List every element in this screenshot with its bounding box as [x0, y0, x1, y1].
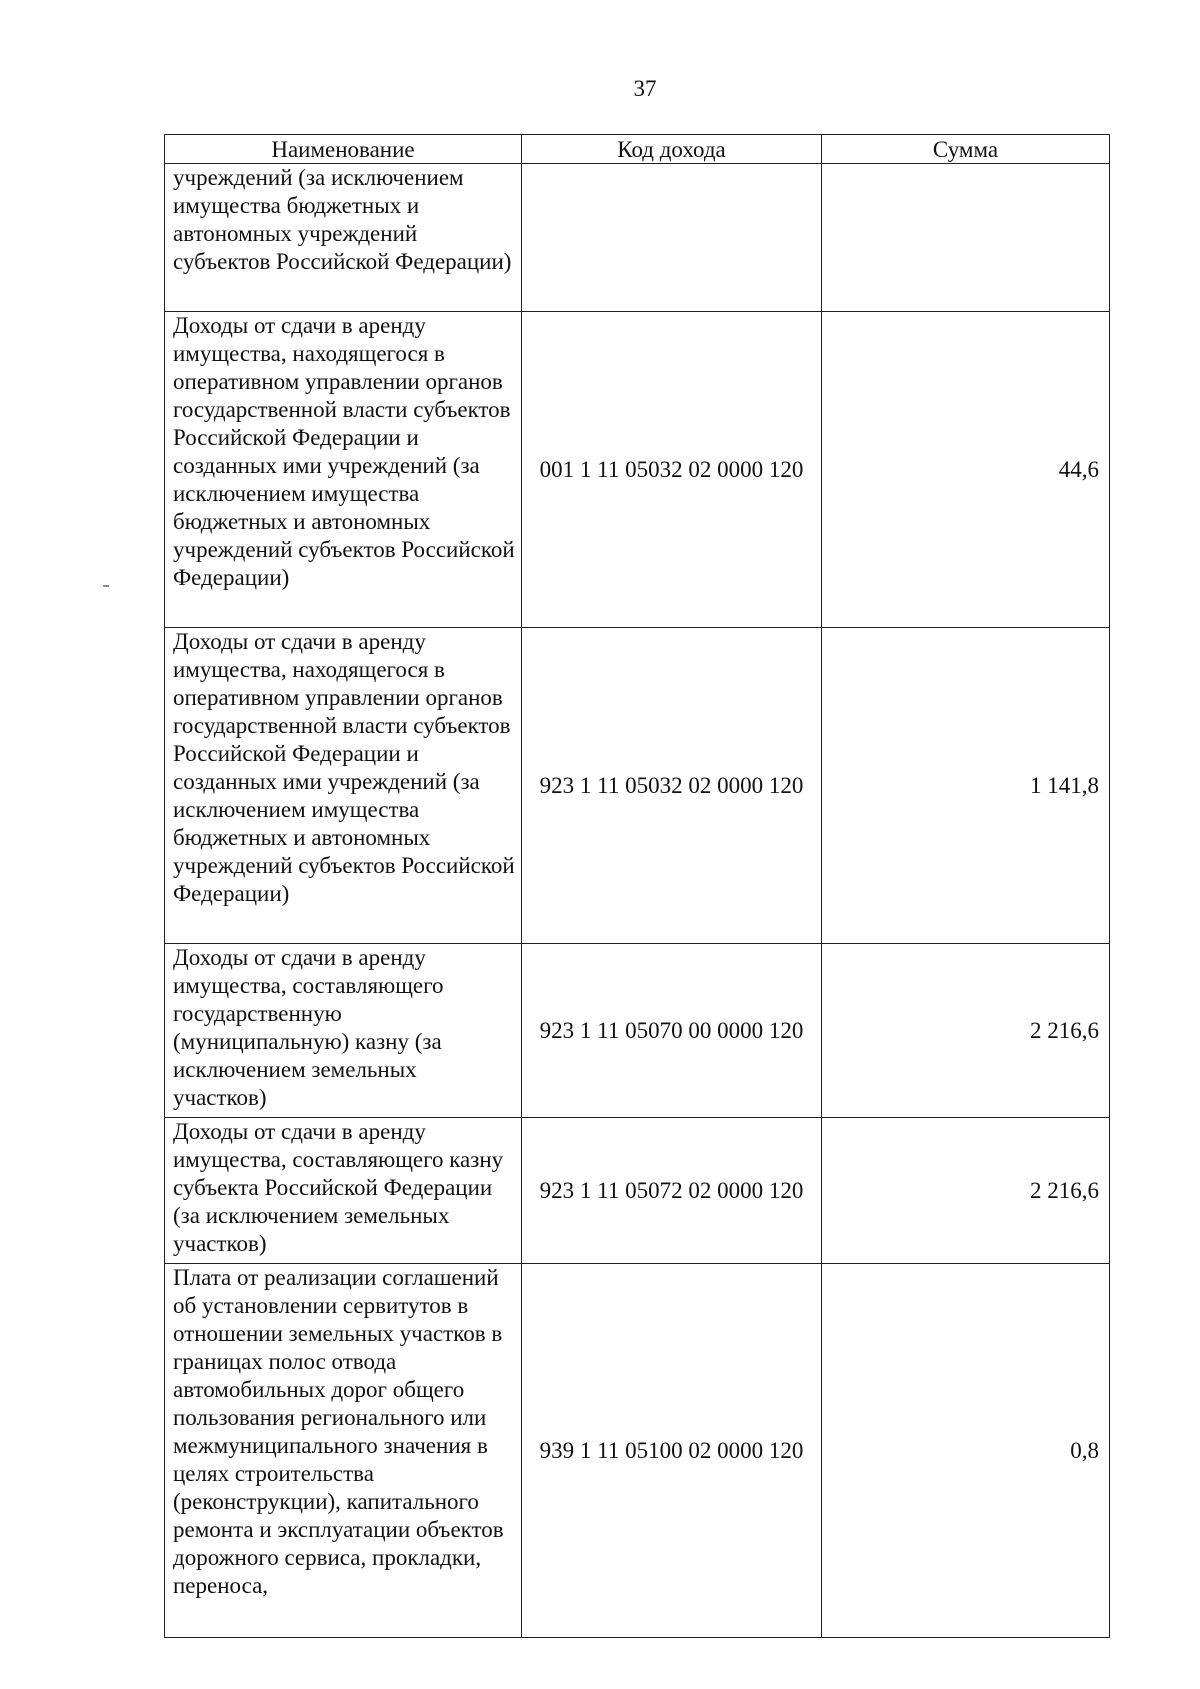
row-code [522, 164, 822, 312]
scan-mark [103, 585, 109, 587]
row-name: Доходы от сдачи в аренду имущества, находящегося в оперативном управлении органов государственной власти субъектов Российской Федерации и созданных ими учреждений (за исключением имущества бюджетных и автономных учреждений субъектов Российской Федерации) [165, 628, 522, 944]
revenue-table [164, 134, 1110, 1638]
row-name: Доходы от сдачи в аренду имущества, находящегося в оперативном управлении органов государственной власти субъектов Российской Федерации и созданных ими учреждений (за исключением имущества бюджетных и автономных учреждений субъектов Российской Федерации) [165, 312, 522, 628]
table-row [165, 312, 1110, 628]
table-row [165, 1264, 1110, 1638]
row-sum: 2 216,6 [822, 944, 1110, 1118]
page-number: 37 [633, 76, 657, 101]
row-code: 923 1 11 05032 02 0000 120 [522, 628, 822, 944]
table-row [165, 164, 1110, 312]
header-code: Код дохода [522, 135, 822, 164]
header-name: Наименование [165, 135, 522, 164]
row-name: Доходы от сдачи в аренду имущества, составляющего государственную (муниципальную) казну (за исключением земельных участков) [165, 944, 522, 1118]
table-row [165, 1118, 1110, 1264]
table-row [165, 944, 1110, 1118]
row-sum: 1 141,8 [822, 628, 1110, 944]
row-code: 923 1 11 05072 02 0000 120 [522, 1118, 822, 1264]
table-row [165, 628, 1110, 944]
row-name: Плата от реализации соглашений об установлении сервитутов в отношении земельных участков в границах полос отвода автомобильных дорог общего пользования регионального или межмуниципального значения в целях строительства (реконструкции), капитального ремонта и эксплуатации объектов дорожного сервиса, прокладки, переноса, [165, 1264, 522, 1638]
row-sum: 2 216,6 [822, 1118, 1110, 1264]
row-name: Доходы от сдачи в аренду имущества, составляющего казну субъекта Российской Федерации (за исключением земельных участков) [165, 1118, 522, 1264]
row-code: 923 1 11 05070 00 0000 120 [522, 944, 822, 1118]
header-sum: Сумма [822, 135, 1110, 164]
row-sum: 0,8 [822, 1264, 1110, 1638]
row-code: 939 1 11 05100 02 0000 120 [522, 1264, 822, 1638]
table-header-row [165, 135, 1110, 164]
row-sum [822, 164, 1110, 312]
row-name: учреждений (за исключением имущества бюджетных и автономных учреждений субъектов Российской Федерации) [165, 164, 522, 312]
row-sum: 44,6 [822, 312, 1110, 628]
row-code: 001 1 11 05032 02 0000 120 [522, 312, 822, 628]
